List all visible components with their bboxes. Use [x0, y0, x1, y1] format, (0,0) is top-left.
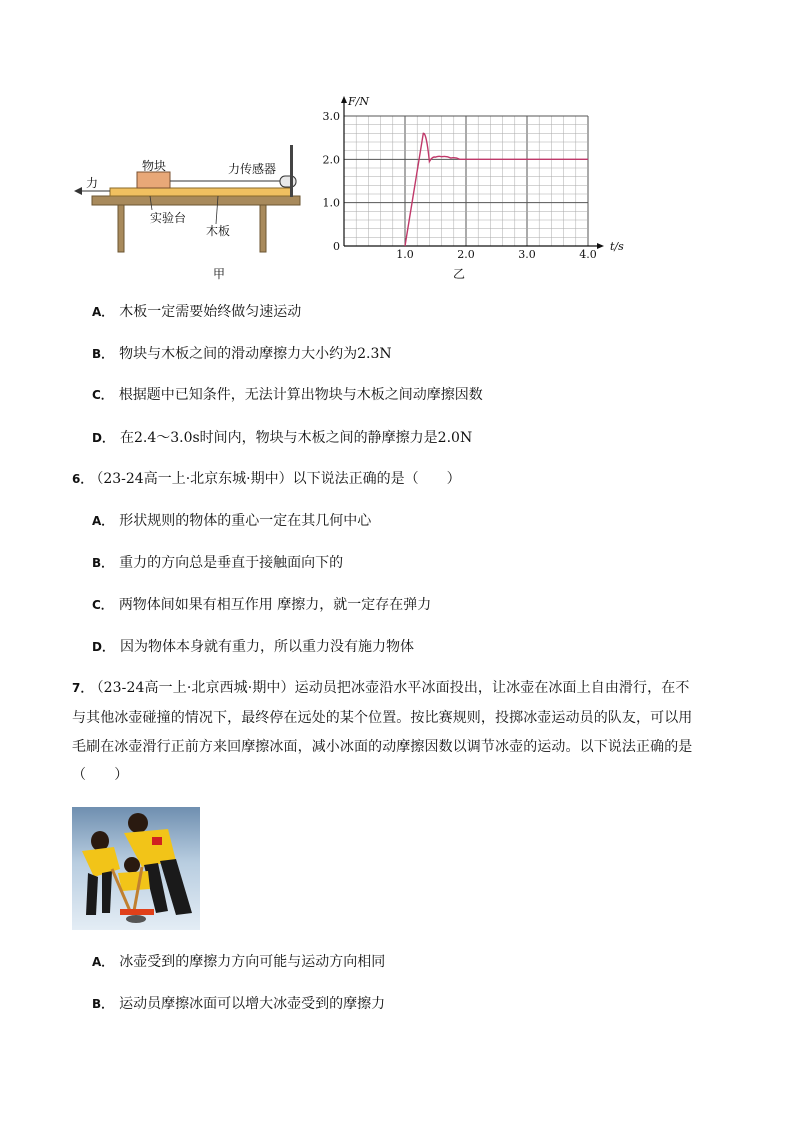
option-letter: B． — [92, 997, 114, 1011]
sensor-post — [290, 145, 293, 197]
question-number: 6． — [72, 472, 93, 486]
athlete-shirt — [118, 871, 150, 891]
option-letter: B． — [92, 347, 114, 361]
x-tick-label: 1.0 — [396, 248, 414, 261]
option-text: 在2.4～3.0s时间内，物块与木板之间的静摩擦力是2.0N — [119, 430, 473, 446]
block — [137, 172, 170, 188]
option-letter: A． — [92, 514, 114, 528]
option-letter: C． — [92, 388, 113, 402]
q6-option-d[interactable] — [92, 637, 414, 657]
y-tick-label: 2.0 — [322, 153, 340, 167]
y-axis-label: F/N — [348, 95, 369, 108]
table-leg-left — [118, 205, 124, 252]
option-text: 形状规则的物体的重心一定在其几何中心 — [119, 513, 372, 529]
option-text: 冰壶受到的摩擦力方向可能与运动方向相同 — [119, 954, 386, 970]
x-axis-label: t/s — [610, 240, 624, 253]
option-text: 因为物体本身就有重力，所以重力没有施力物体 — [119, 639, 414, 655]
option-letter: B． — [92, 556, 114, 570]
q7-stem-line-1 — [72, 678, 689, 698]
q5-option-c[interactable] — [92, 385, 483, 405]
caption-yi: 乙 — [453, 267, 466, 281]
label-board: 木板 — [206, 224, 231, 238]
x-axis-arrow — [597, 243, 604, 249]
y-tick-label: 1.0 — [322, 196, 340, 210]
option-text: 根据题中已知条件，无法计算出物块与木板之间动摩擦因数 — [118, 387, 483, 403]
x-tick-label: 2.0 — [457, 248, 475, 261]
q6-stem — [72, 469, 461, 489]
q5-option-b[interactable] — [92, 344, 392, 364]
curling-photo — [72, 807, 200, 930]
option-text: 物块与木板之间的滑动摩擦力大小约为2.3N — [119, 346, 392, 362]
athlete-legs — [86, 873, 98, 915]
grid — [344, 116, 588, 246]
y-axis-arrow — [341, 96, 347, 103]
option-text: 两物体间如果有相互作用 摩擦力，就一定存在弹力 — [118, 597, 432, 613]
q7-stem-line-2: 与其他冰壶碰撞的情况下，最终停在远处的某个位置。按比赛规则，投掷冰壶运动员的队友，可以用 — [72, 710, 693, 726]
label-block: 物块 — [142, 159, 167, 173]
option-letter: A． — [92, 955, 114, 969]
curling-stone — [126, 915, 146, 923]
athlete-head — [128, 813, 148, 833]
force-sensor — [280, 176, 296, 187]
athlete-head — [124, 857, 140, 873]
option-letter: C． — [92, 598, 113, 612]
label-sensor: 力传感器 — [228, 162, 277, 176]
y-tick-label: 3.0 — [322, 110, 340, 123]
option-text: 运动员摩擦冰面可以增大冰壶受到的摩擦力 — [119, 996, 386, 1012]
question-text: （23-24高一上·北京东城·期中）以下说法正确的是（ ） — [96, 471, 461, 487]
q6-option-a[interactable] — [92, 511, 371, 531]
option-letter: D． — [92, 640, 114, 654]
force-time-graph — [318, 92, 638, 292]
x-tick-label: 3.0 — [518, 248, 536, 261]
q7-option-a[interactable] — [92, 952, 385, 972]
table-leg-right — [260, 205, 266, 252]
option-letter: A． — [92, 305, 114, 319]
label-table: 实验台 — [150, 211, 187, 225]
table-top — [92, 196, 300, 205]
question-text: （23-24高一上·北京西城·期中）运动员把冰壶沿水平冰面投出，让冰壶在冰面上自由滑行，在不 — [96, 680, 690, 696]
label-force: 力 — [86, 176, 99, 190]
q7-option-b[interactable] — [92, 994, 385, 1014]
option-text: 木板一定需要始终做匀速运动 — [119, 304, 302, 320]
arrow-head — [74, 187, 82, 195]
q7-stem-line-3: 毛刷在冰壶滑行正前方来回摩擦冰面，减小冰面的动摩擦因数以调节冰壶的运动。以下说法正确的是 — [72, 739, 693, 755]
wood-board — [110, 188, 292, 196]
apparatus-diagram — [70, 140, 310, 290]
q5-option-d[interactable] — [92, 428, 472, 448]
q5-option-a[interactable] — [92, 302, 301, 322]
q6-option-b[interactable] — [92, 553, 343, 573]
option-text: 重力的方向总是垂直于接触面向下的 — [119, 555, 344, 571]
q6-option-c[interactable] — [92, 595, 431, 615]
question-number: 7． — [72, 681, 93, 695]
broom-head — [120, 909, 154, 915]
option-letter: D． — [92, 431, 114, 445]
flag-patch — [152, 837, 162, 845]
caption-jia: 甲 — [213, 267, 226, 281]
origin-label: 0 — [333, 240, 340, 253]
q7-stem-line-4: （ ） — [72, 767, 129, 783]
force-series-line — [405, 133, 588, 246]
x-tick-label: 4.0 — [579, 248, 597, 261]
